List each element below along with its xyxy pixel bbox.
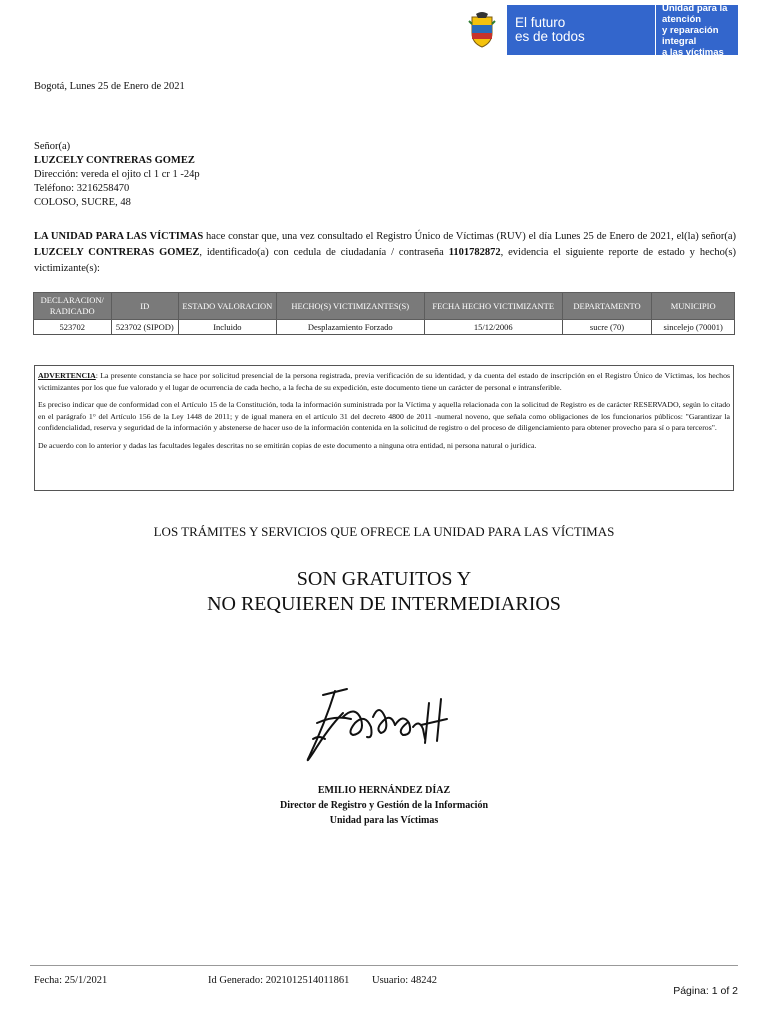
unit-logo (656, 2, 738, 58)
unit-line-3: a las víctimas (662, 46, 724, 58)
recipient-phone: Teléfono: 3216258470 (34, 183, 130, 194)
victim-registry-table (33, 292, 735, 335)
warning-text-1: : La presente constancia se hace por solicitud presencial de la persona registrada, previa verificación de su identidad, y da cuenta del estado de inscripción en el Registro Único de Víctimas, los hechos victimizantes por los que fue valorado y el lugar de ocurrencia de cada hecho, a la fecha de su expedición, este documento tiene un carácter de personal e intransferible. (38, 371, 730, 392)
column-header: FECHA HECHO VICTIMIZANTE (424, 293, 562, 320)
unit-line-1: Unidad para la atención (662, 2, 728, 25)
warning-title: ADVERTENCIA (38, 371, 96, 380)
date-line: Bogotá, Lunes 25 de Enero de 2021 (34, 81, 185, 92)
signer-title: Director de Registro y Gestión de la Información (279, 800, 489, 811)
body-text-3: , evidencia el siguiente reporte de estado y hecho(s) victimizante(s): (34, 247, 736, 274)
table-row (34, 320, 735, 335)
signature-block (0, 783, 768, 828)
column-header: ID (111, 293, 178, 320)
signer-name: EMILIO HERNÁNDEZ DÍAZ (317, 785, 451, 796)
logo-line-1: El futuro (515, 15, 566, 30)
column-header: DECLARACION/ RADICADO (34, 293, 112, 320)
recipient-city: COLOSO, SUCRE, 48 (34, 197, 131, 208)
footer-id-generated: Id Generado: 2021012514011861 (208, 975, 350, 986)
body-text-2: , identificado(a) con cedula de ciudadanía / contraseña (199, 247, 449, 258)
page-number: Página: 1 of 2 (673, 985, 738, 997)
logo-line-2: es de todos (515, 29, 585, 44)
signature-image (295, 683, 455, 779)
warning-paragraph-2: Es preciso indicar que de conformidad con el Artículo 15 de la Constitución, toda la información suministrada por la Víctima y aquella relacionada con la solicitud de Registro es de carácter RESERVADO, según lo citado en el parágrafo 1° del Artículo 156 de la Ley 1448 de 2011; y de igual manera en el artículo 31 del decreto 4800 de 2011 -numeral noveno, que señala como obligaciones de los funcionarios públicos: "Garantizar la confidencialidad, reserva y seguridad de la información y abstenerse de hacer uso de la información contenida en la solicitud de registro o del proceso de diligenciamiento para obtener provecho para sí o para terceros". (38, 400, 730, 433)
free-notice (0, 567, 768, 617)
column-header: MUNICIPIO (652, 293, 735, 320)
signer-organization: Unidad para las Víctimas (329, 815, 439, 826)
table-cell: 523702 (34, 320, 112, 335)
footer-date: Fecha: 25/1/2021 (34, 975, 108, 986)
free-notice-line-2: NO REQUIEREN DE INTERMEDIARIOS (207, 593, 561, 615)
table-cell: sucre (70) (562, 320, 652, 335)
el-futuro-logo (507, 5, 656, 55)
header-banner (457, 2, 738, 58)
recipient-block (34, 140, 200, 210)
warning-paragraph-1 (38, 370, 730, 393)
unit-line-2: y reparación integral (662, 24, 719, 47)
table-cell: Incluido (179, 320, 277, 335)
body-paragraph (34, 229, 736, 277)
salutation: Señor(a) (34, 141, 71, 152)
recipient-address: Dirección: vereda el ojito cl 1 cr 1 -24p (34, 169, 200, 180)
free-notice-line-1: SON GRATUITOS Y (296, 568, 472, 590)
body-name: LUZCELY CONTRERAS GOMEZ (34, 247, 200, 258)
recipient-name: LUZCELY CONTRERAS GOMEZ (34, 155, 195, 166)
column-header: DEPARTAMENTO (562, 293, 652, 320)
table-header-row (34, 293, 735, 320)
footer-user: Usuario: 48242 (372, 975, 438, 986)
services-notice: LOS TRÁMITES Y SERVICIOS QUE OFRECE LA UNIDAD PARA LAS VÍCTIMAS (153, 524, 615, 539)
column-header: HECHO(S) VICTIMIZANTES(S) (276, 293, 424, 320)
table-cell: sincelejo (70001) (652, 320, 735, 335)
body-text-1: hace constar que, una vez consultado el Registro Único de Víctimas (RUV) el día Lunes 25 de Enero de 2021, el(la) señor(a) (203, 231, 736, 242)
table-cell: Desplazamiento Forzado (276, 320, 424, 335)
table-cell: 523702 (SIPOD) (111, 320, 178, 335)
org-name: LA UNIDAD PARA LAS VÍCTIMAS (34, 231, 204, 242)
colombia-crest-icon (457, 5, 507, 55)
table-cell: 15/12/2006 (424, 320, 562, 335)
warning-box (34, 365, 734, 491)
warning-paragraph-3: De acuerdo con lo anterior y dadas las facultades legales descritas no se emitirán copias de este documento a ninguna otra entidad, ni persona natural o jurídica. (38, 440, 537, 450)
footer-divider (30, 965, 738, 966)
column-header: ESTADO VALORACION (179, 293, 277, 320)
document-number: 1101782872 (448, 247, 501, 258)
